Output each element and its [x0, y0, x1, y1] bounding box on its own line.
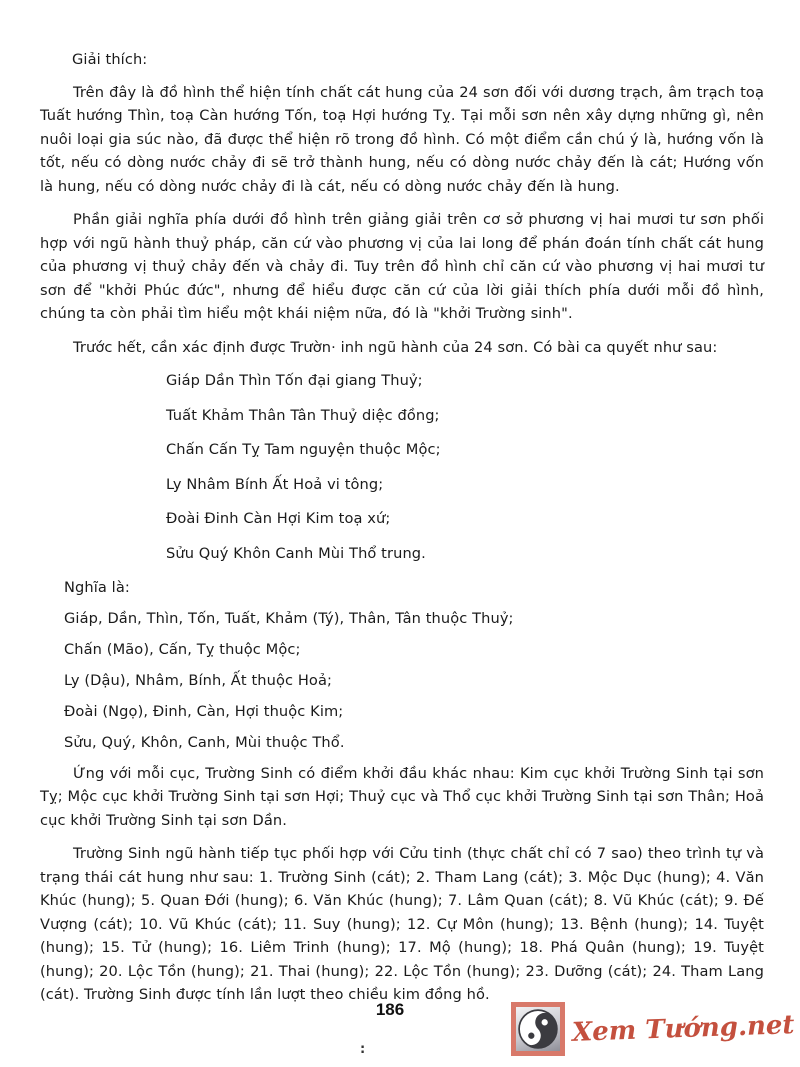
- section-heading: Giải thích:: [72, 51, 148, 68]
- meaning-line: Giáp, Dần, Thìn, Tốn, Tuất, Khảm (Tý), Thân, Tân thuộc Thuỷ;: [64, 609, 514, 627]
- meaning-line: Chấn (Mão), Cấn, Tỵ thuộc Mộc;: [64, 640, 301, 658]
- watermark-site-name: Xem Tướng.net: [571, 1010, 795, 1048]
- verse-line: Sửu Quý Khôn Canh Mùi Thổ trung.: [166, 544, 426, 562]
- scan-artifact-mark: :: [360, 1042, 366, 1057]
- page-number: 186: [375, 1000, 405, 1019]
- scanned-page-content: [40, 48, 764, 1017]
- paragraph-truong-sinh-start: Ứng với mỗi cục, Trường Sinh có điểm khởi đầu khác nhau: Kim cục khởi Trường Sinh tại sơn Tỵ; Mộc cục khởi Trường Sinh tại sơn Hợi; Thuỷ cục và Thổ cục khởi Trường Sinh tại sơn Thân; Hoả cục khởi Trường Sinh tại sơn Dần.: [40, 764, 764, 829]
- meaning-line: Đoài (Ngọ), Đinh, Càn, Hợi thuộc Kim;: [64, 702, 344, 720]
- watermark: [511, 1002, 794, 1056]
- meaning-heading: Nghĩa là:: [64, 579, 130, 596]
- paragraph-lead-in: Trước hết, cần xác định được Trườn· inh ngũ hành của 24 sơn. Có bài ca quyết như sau:: [73, 338, 718, 356]
- meaning-line: Sửu, Quý, Khôn, Canh, Mùi thuộc Thổ.: [64, 733, 345, 751]
- verse-line: Chấn Cấn Tỵ Tam nguyện thuộc Mộc;: [166, 441, 441, 458]
- verse-line: Đoài Đinh Càn Hợi Kim toạ xứ;: [166, 510, 391, 527]
- verse-line: Tuất Khảm Thân Tân Thuỷ diệc đồng;: [166, 406, 440, 424]
- paragraph-intro: Trên đây là đồ hình thể hiện tính chất cát hung của 24 sơn đối với dương trạch, âm trạch toạ Tuất hướng Thìn, toạ Càn hướng Tốn, toạ Hợi hướng Tỵ. Tại mỗi sơn nên xây dựng những gì, nên nuôi loại gia súc nào, đã được thể hiện rõ trong đồ hình. Có một điểm cần chú ý là, hướng vốn là tốt, nếu có dòng nước chảy đi sẽ trở thành hung, nếu có dòng nước chảy đến là cát; Hướng vốn là hung, nếu có dòng nước chảy đi là cát, nếu có dòng nước chảy đến là hung.: [40, 83, 764, 195]
- verse-line: Ly Nhâm Bính Ất Hoả vi tông;: [166, 475, 384, 493]
- paragraph-cuu-tinh-sequence: Trường Sinh ngũ hành tiếp tục phối hợp với Cửu tinh (thực chất chỉ có 7 sao) theo trình tự và trạng thái cát hung như sau: 1. Trường Sinh (cát); 2. Tham Lang (cát); 3. Mộc Dục (hung); 4. Văn Khúc (hung); 5. Quan Đới (hung); 6. Văn Khúc (hung); 7. Lâm Quan (cát); 8. Vũ Khúc (cát); 9. Đế Vượng (cát); 10. Vũ Khúc (cát); 11. Suy (hung); 12. Cự Môn (hung); 13. Bệnh (hung); 14. Tuyệt (hung); 15. Tử (hung); 16. Liêm Trinh (hung); 17. Mộ (hung); 18. Phá Quân (hung); 19. Tuyệt (hung); 20. Lộc Tồn (hung); 21. Thai (hung); 22. Lộc Tồn (hung); 23. Dưỡng (cát); 24. Tham Lang (cát). Trường Sinh được tính lần lượt theo chiều kim đồng hồ.: [40, 845, 764, 1003]
- yin-yang-icon: [511, 1002, 565, 1056]
- meaning-line: Ly (Dậu), Nhâm, Bính, Ất thuộc Hoả;: [64, 671, 333, 689]
- paragraph-explanation: Phần giải nghĩa phía dưới đồ hình trên giảng giải trên cơ sở phương vị hai mươi tư sơn phối hợp với ngũ hành thuỷ pháp, căn cứ vào phương vị của lai long để phán đoán tính chất cát hung của phương vị thuỷ chảy đến và chảy đi. Tuy trên đồ hình chỉ căn cứ vào phương vị hai mươi tư sơn để "khởi Phúc đức", nhưng để hiểu được căn cứ của lời giải thích phía dưới mỗi đồ hình, chúng ta còn phải tìm hiểu một khái niệm nữa, đó là "khởi Trường sinh".: [40, 211, 764, 322]
- meaning-list: [40, 607, 764, 755]
- verse-block: [166, 369, 764, 565]
- verse-line: Giáp Dần Thìn Tốn đại giang Thuỷ;: [166, 372, 423, 389]
